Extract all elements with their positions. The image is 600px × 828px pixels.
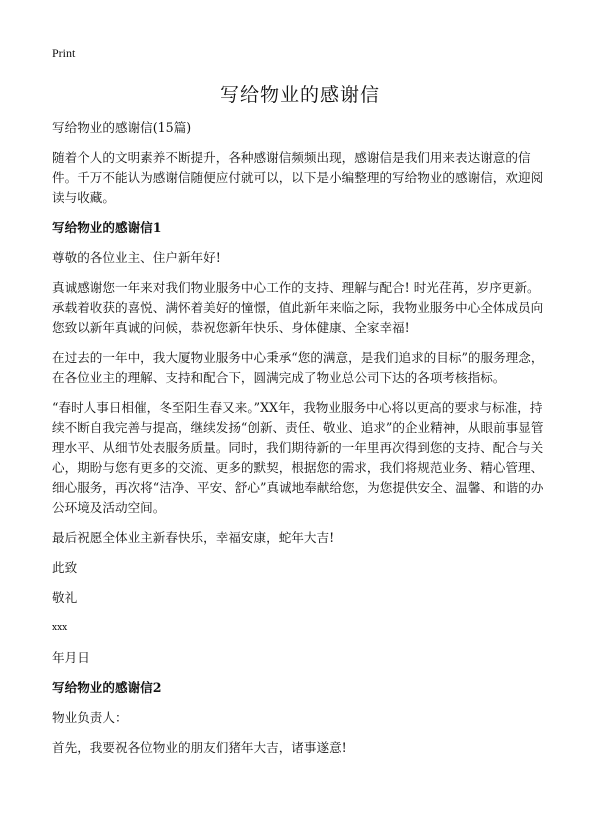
document-body: [52, 118, 548, 768]
document-subtitle: 写给物业的感谢信(15篇): [52, 120, 192, 135]
letter2-paragraph-1: 首先，我要祝各位物业的朋友们猪年大吉，诸事遂意!: [52, 740, 347, 755]
letter1-heading: 写给物业的感谢信1: [52, 220, 162, 235]
letter1-paragraph-2: 在过去的一年中，我大厦物业服务中心秉承“您的满意，是我们追求的目标”的服务理念，在各位业主的理解、支持和配合下，圆满完成了物业总公司下达的各项考核指标。: [52, 350, 544, 385]
letter2-greeting: 物业负责人：: [52, 710, 128, 725]
letter1-signer: xxx: [52, 623, 68, 633]
print-link[interactable]: Print: [52, 46, 76, 60]
letter1-paragraph-3: “春时人事日相催，冬至阳生春又来。”XX年，我物业服务中心将以更高的要求与标准，持续不断自我完善与提高，继续发扬“创新、责任、敬业、追求”的企业精神，从眼前事显管理水平、从细节处表服务质量。同时，我们期待新的一年里再次得到您的支持、配合与关心，期盼与您有更多的交流、更多的默契，根据您的需求，我们将规范业务、精心管理、细心服务，再次将“洁净、平安、舒心”真诚地奉献给您，为您提供安全、温馨、和谐的办公环境及活动空间。: [52, 400, 544, 515]
intro-paragraph: 随着个人的文明素养不断提升，各种感谢信频频出现，感谢信是我们用来表达谢意的信件。千万不能认为感谢信随便应付就可以，以下是小编整理的写给物业的感谢信，欢迎阅读与收藏。: [52, 150, 544, 205]
letter1-salute-2: 敬礼: [52, 590, 78, 605]
letter1-paragraph-1: 真诚感谢您一年来对我们物业服务中心工作的支持、理解与配合! 时光荏苒，岁序更新。承载着收获的喜悦、满怀着美好的憧憬，值此新年来临之际，我物业服务中心全体成员向您致以新年真诚的问候，恭祝您新年快乐、身体健康、全家幸福!: [52, 280, 544, 335]
letter1-greeting: 尊敬的各位业主、住户新年好!: [52, 250, 221, 265]
page-title: 写给物业的感谢信: [219, 84, 380, 106]
letter1-date: 年月日: [52, 650, 90, 665]
letter1-salute-1: 此致: [52, 560, 78, 575]
letter1-closing: 最后祝愿全体业主新春快乐，幸福安康，蛇年大吉!: [52, 530, 335, 545]
letter2-heading: 写给物业的感谢信2: [52, 680, 162, 695]
